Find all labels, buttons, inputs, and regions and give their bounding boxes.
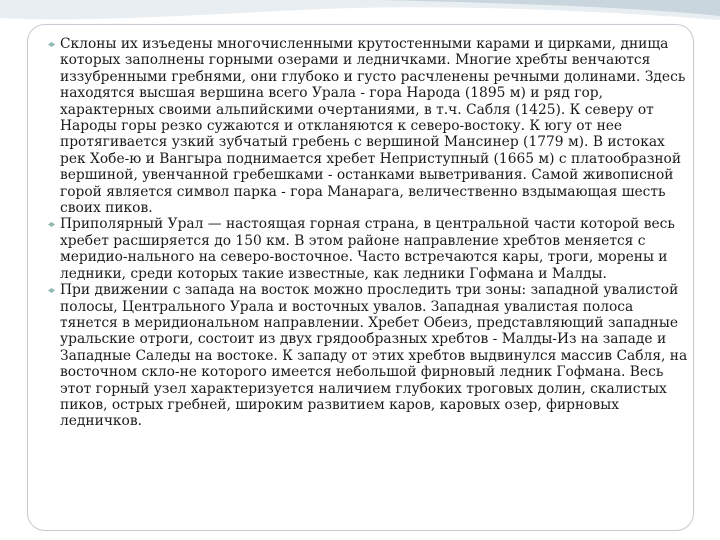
bullet-text: При движении с запада на восток можно проследить три зоны: западной увалистой полосы, Центрального Урала и восточных увалов. Западная увалистая полоса тянется в меридиональном направлении. Хребет Обеиз, представляющий западные уральские отроги, состоит из двух грядообразных хребтов - Малды-Из на западе и Западные Саледы на востоке. К западу от этих хребтов выдвинулся массив Сабля, на восточном скло-не которого имеется небольшой фирновый ледник Гофмана. Весь этот горный узел характеризуется наличием глубоких троговых долин, скалистых пиков, острых гребней, широким развитием каров, каровых озер, фирновых ледничков. <box>60 282 688 430</box>
bullet-list <box>48 36 688 430</box>
bullet-icon <box>48 222 55 227</box>
bullet-icon <box>48 288 55 293</box>
bullet-item-1 <box>48 36 688 216</box>
bullet-text: Приполярный Урал — настоящая горная страна, в центральной части которой весь хребет расширяется до 150 км. В этом районе направление хребтов меняется с меридио-нального на северо-восточное. Часто встречаются кары, троги, морены и ледники, среди которых такие известные, как ледники Гофмана и Малды. <box>60 216 675 282</box>
bullet-icon <box>48 42 55 47</box>
bullet-item-3 <box>48 282 688 430</box>
bullet-text: Склоны их изъедены многочисленными крутостенными карами и цирками, днища которых заполнены горными озерами и ледничками. Многие хребты венчаются иззубренными гребнями, они глубоко и густо расчленены речными долинами. Здесь находятся высшая вершина всего Урала - гора Народа (1895 м) и ряд гор, характерных своими альпийскими очертаниями, в т.ч. Сабля (1425). К северу от Народы горы резко сужаются и откланяются к северо-востоку. К югу от нее протягивается узкий зубчатый гребень с вершиной Мансинер (1779 м). В истоках рек Хобе-ю и Вангыра поднимается хребет Неприступный (1665 м) с платообразной вершиной, увенчанной гребешками - останками выветривания. Самой живописной горой является символ парка - гора Манарага, величественно вздымающая шесть своих пиков. <box>60 36 686 217</box>
bullet-item-2 <box>48 216 688 282</box>
